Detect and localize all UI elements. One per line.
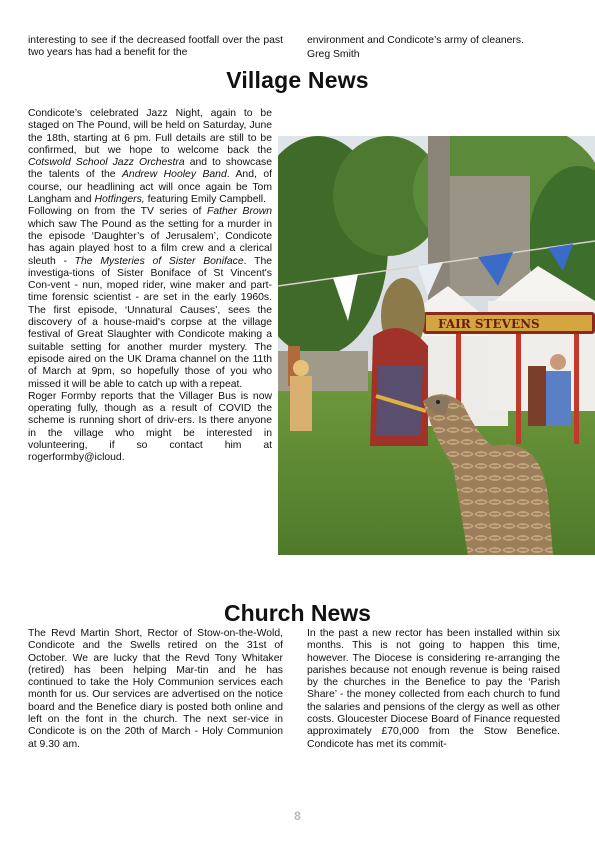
text-run: featuring Emily Campbell. [144,194,266,206]
text-run: and to showcase the talents of the [28,157,272,181]
fair-sign-text: FAIR STEVENS [438,317,540,331]
italic-run: Cotswold School Jazz Orchestra [28,157,185,169]
italic-run: Hotfingers, [94,194,145,206]
film-crew-paragraph [28,206,272,390]
text-run: Following on from the TV series of [28,206,207,218]
italic-run: Father Brown [206,206,272,218]
text-run: Condicote’s celebrated Jazz Night, again to be staged on The Pound, will be held on Saturday, June the 18th, starting at 6 pm. Full details are still to be confirmed, but we hope to welcome back the [28,108,272,156]
fair-scene-image [278,136,595,555]
village-fair-photo [278,136,595,555]
italic-run: Andrew Hooley Band [121,169,227,181]
continued-text-left: interesting to see if the decreased footfall over the past two years has had a benefit for the [28,35,283,59]
village-news-body [28,108,272,465]
text-run: which saw The Pound as the setting for a murder in the episode ‘Daughter’s of Jerusalem’, Condicote has again played host to a film crew and a clerical sleuth - [28,218,272,267]
continued-text-line: environment and Condicote’s army of cleaners. [307,35,524,46]
church-news-heading: Church News [224,600,371,626]
page-number: 8 [294,809,301,823]
jazz-night-paragraph [28,108,272,206]
continued-text-right [307,35,569,62]
church-news-left-column: The Revd Martin Short, Rector of Stow-on-the-Wold, Condicote and the Swells retired on the 31st of October. We are lucky that the Revd Tony Whitaker (retired) has been helping Mar-tin and he has continued to take the Holy Communion services each month for us. Our services are advertised on the notice board and the Benefice diary is posted both online and left on the font in the church. The next ser-vice in Condicote is on the 20th of March - Holy Communion at 9.30 am. [28,628,283,750]
village-news-heading: Village News [226,67,369,93]
author-signature: Greg Smith [307,49,360,61]
villager-bus-paragraph: Roger Formby reports that the Villager Bus is now operating fully, though as a result of COVID the scheme is running short of driv-ers. Is there anyone in the village who might be interested in volunteering, if so contact him at rogerformby@icloud. [28,390,272,464]
church-news-right-column: In the past a new rector has been installed within six months. This is not going to happen this time, however. The Diocese is considering re-arranging the parishes because not enough revenue is being raised by the churches in the Benefice to pay the ‘Parish Share’ - the money collected from each church to fund the salaries and pensions of the clergy as well as other costs. Gloucester Diocese Board of Finance requested approximately £70,000 from the Stow Benefice. Condicote has met its commit- [307,628,560,750]
text-run: . And, of course, our headlining act will once again be Tom Langham and [28,169,272,206]
italic-run: The Mysteries of Sister Boniface [74,255,244,267]
text-run: . The investiga-tions of Sister Boniface of St Vincent's Con-vent - nun, moped rider, wine maker and part-time forensic scientist - are set in the early 1960s. The first episode, ‘Unnatural Causes’, sees the discovery of a house-maid's corpse at the village festival of Great Slaughter with Condicote making a suitable setting for another murder mystery. The episode aired on the UK Drama channel on the 11th of March at 9pm, so hopefully those of you who missed it will be able to catch up with a repeat. [28,255,272,390]
